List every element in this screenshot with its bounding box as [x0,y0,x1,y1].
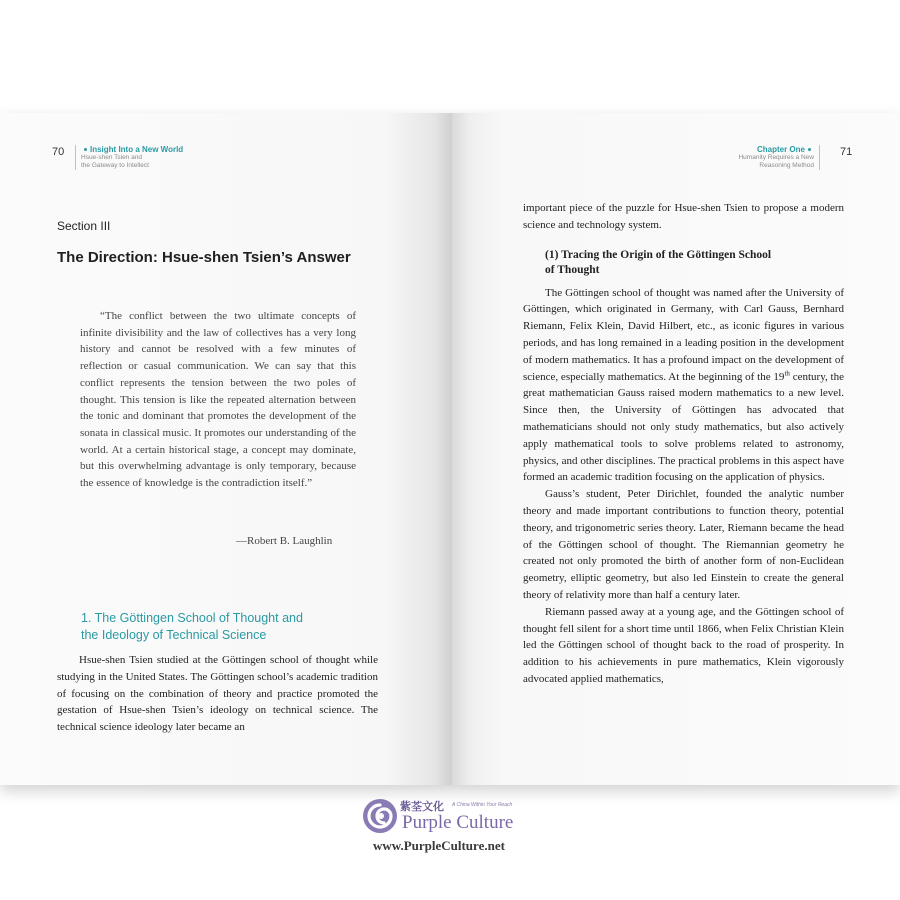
right-header-sub1: Humanity Requires a New [738,154,814,161]
epigraph-attribution: —Robert B. Laughlin [236,535,333,547]
left-running-header [75,145,183,170]
paragraph-gottingen: The Göttingen school of thought was named after the University of Göttingen, which originated in Germany, with Carl Gauss, Bernhard Riemann, Felix Klein, David Hilbert, etc., as iconic figures in various periods, and has long remained in a leading position in the development of modern mathematics. It has a profound impact on the development of science, especially mathematics. At the beginning of the 19th century, the great mathematician Gauss raised modern mathematics to a new level. Since then, the University of Göttingen has advocated that mathematicians should not only study mathematics, but also actively apply mathematical tools to solve problems related to astronomy, physics, and other disciplines. The practical problems in this aspect have formed an academic tradition focusing on the application of physics. [523,286,844,484]
left-paragraph: Hsue-shen Tsien studied at the Göttingen school of thought while studying in the United States. The Göttingen school’s academic tradition of focusing on the combination of theory and practice promoted the gestation of Hsue-shen Tsien’s ideology on technical science. The technical science ideology later became an [57,654,378,734]
logo-tagline: A China Within Your Reach [452,802,513,808]
left-header-sub1: Hsue-shen Tsien and [81,154,142,161]
subheading [545,248,844,278]
left-body-text [57,652,378,736]
chapter-heading-line1: 1. The Göttingen School of Thought and [81,611,303,625]
book-spread [0,113,900,785]
logo-url: www.PurpleCulture.net [373,838,505,853]
logo-chinese-text: 紫荃文化 [400,800,444,813]
left-header-sub2: the Gateway to Intellect [81,162,149,169]
logo-brand-name: Purple Culture [402,812,514,833]
swirl-logo-icon [360,796,400,836]
paragraph-riemann: Riemann passed away at a young age, and the Göttingen school of thought fell silent for a short time until 1866, when Felix Christian Klein led the Göttingen school of thought back to the road of prosperity. In addition to his achievements in pure mathematics, Klein vigorously advocated applied mathematics, [523,605,844,685]
chapter-heading-line2: the Ideology of Technical Science [81,628,267,642]
right-page-number: 71 [840,146,853,158]
section-label: Section III [57,219,111,233]
section-title: The Direction: Hsue-shen Tsien’s Answer [57,249,351,266]
subheading-line2: of Thought [545,263,600,276]
continuation-paragraph: important piece of the puzzle for Hsue-shen Tsien to propose a modern science and technology system. [523,202,844,231]
paragraph-dirichlet: Gauss’s student, Peter Dirichlet, founded the analytic number theory and made important contributions to function theory, potential theory, and trigonometric series theory. Later, Riemann became the head of the Göttingen school of thought. The Riemannian geometry he created not only promoted the birth of another form of non-Euclidean geometry, elliptic geometry, but also led Einstein to create the general theory of relativity more than half a century later. [523,488,844,601]
right-body-text [523,200,844,688]
left-page [0,113,452,785]
left-page-number: 70 [52,146,65,158]
left-header-title: Insight Into a New World [81,145,183,154]
subheading-line1: (1) Tracing the Origin of the Göttingen School [545,248,772,261]
epigraph-quote: “The conflict between the two ultimate concepts of infinite divisibility and the law of collectives has a very long history and cannot be resolved with a few minutes of reflection or casual communication. We can say that this conflict represents the tension between the two poles of thought. This tension is like the repeated alternation between the tonic and dominant that promotes the development of the sonata in classical music. It promotes our understanding of the world. At a certain historical stage, a concept may dominate, but this overwhelming advantage is only temporary, because the essence of knowledge is the contradiction itself.” [80,310,356,490]
right-header-title: Chapter One [738,145,814,154]
right-page [452,113,900,785]
right-running-header [738,145,820,170]
bullet-dot-icon [808,148,811,151]
chapter-heading [81,610,371,644]
right-header-sub2: Reasoning Method [759,162,814,169]
bullet-dot-icon [84,148,87,151]
